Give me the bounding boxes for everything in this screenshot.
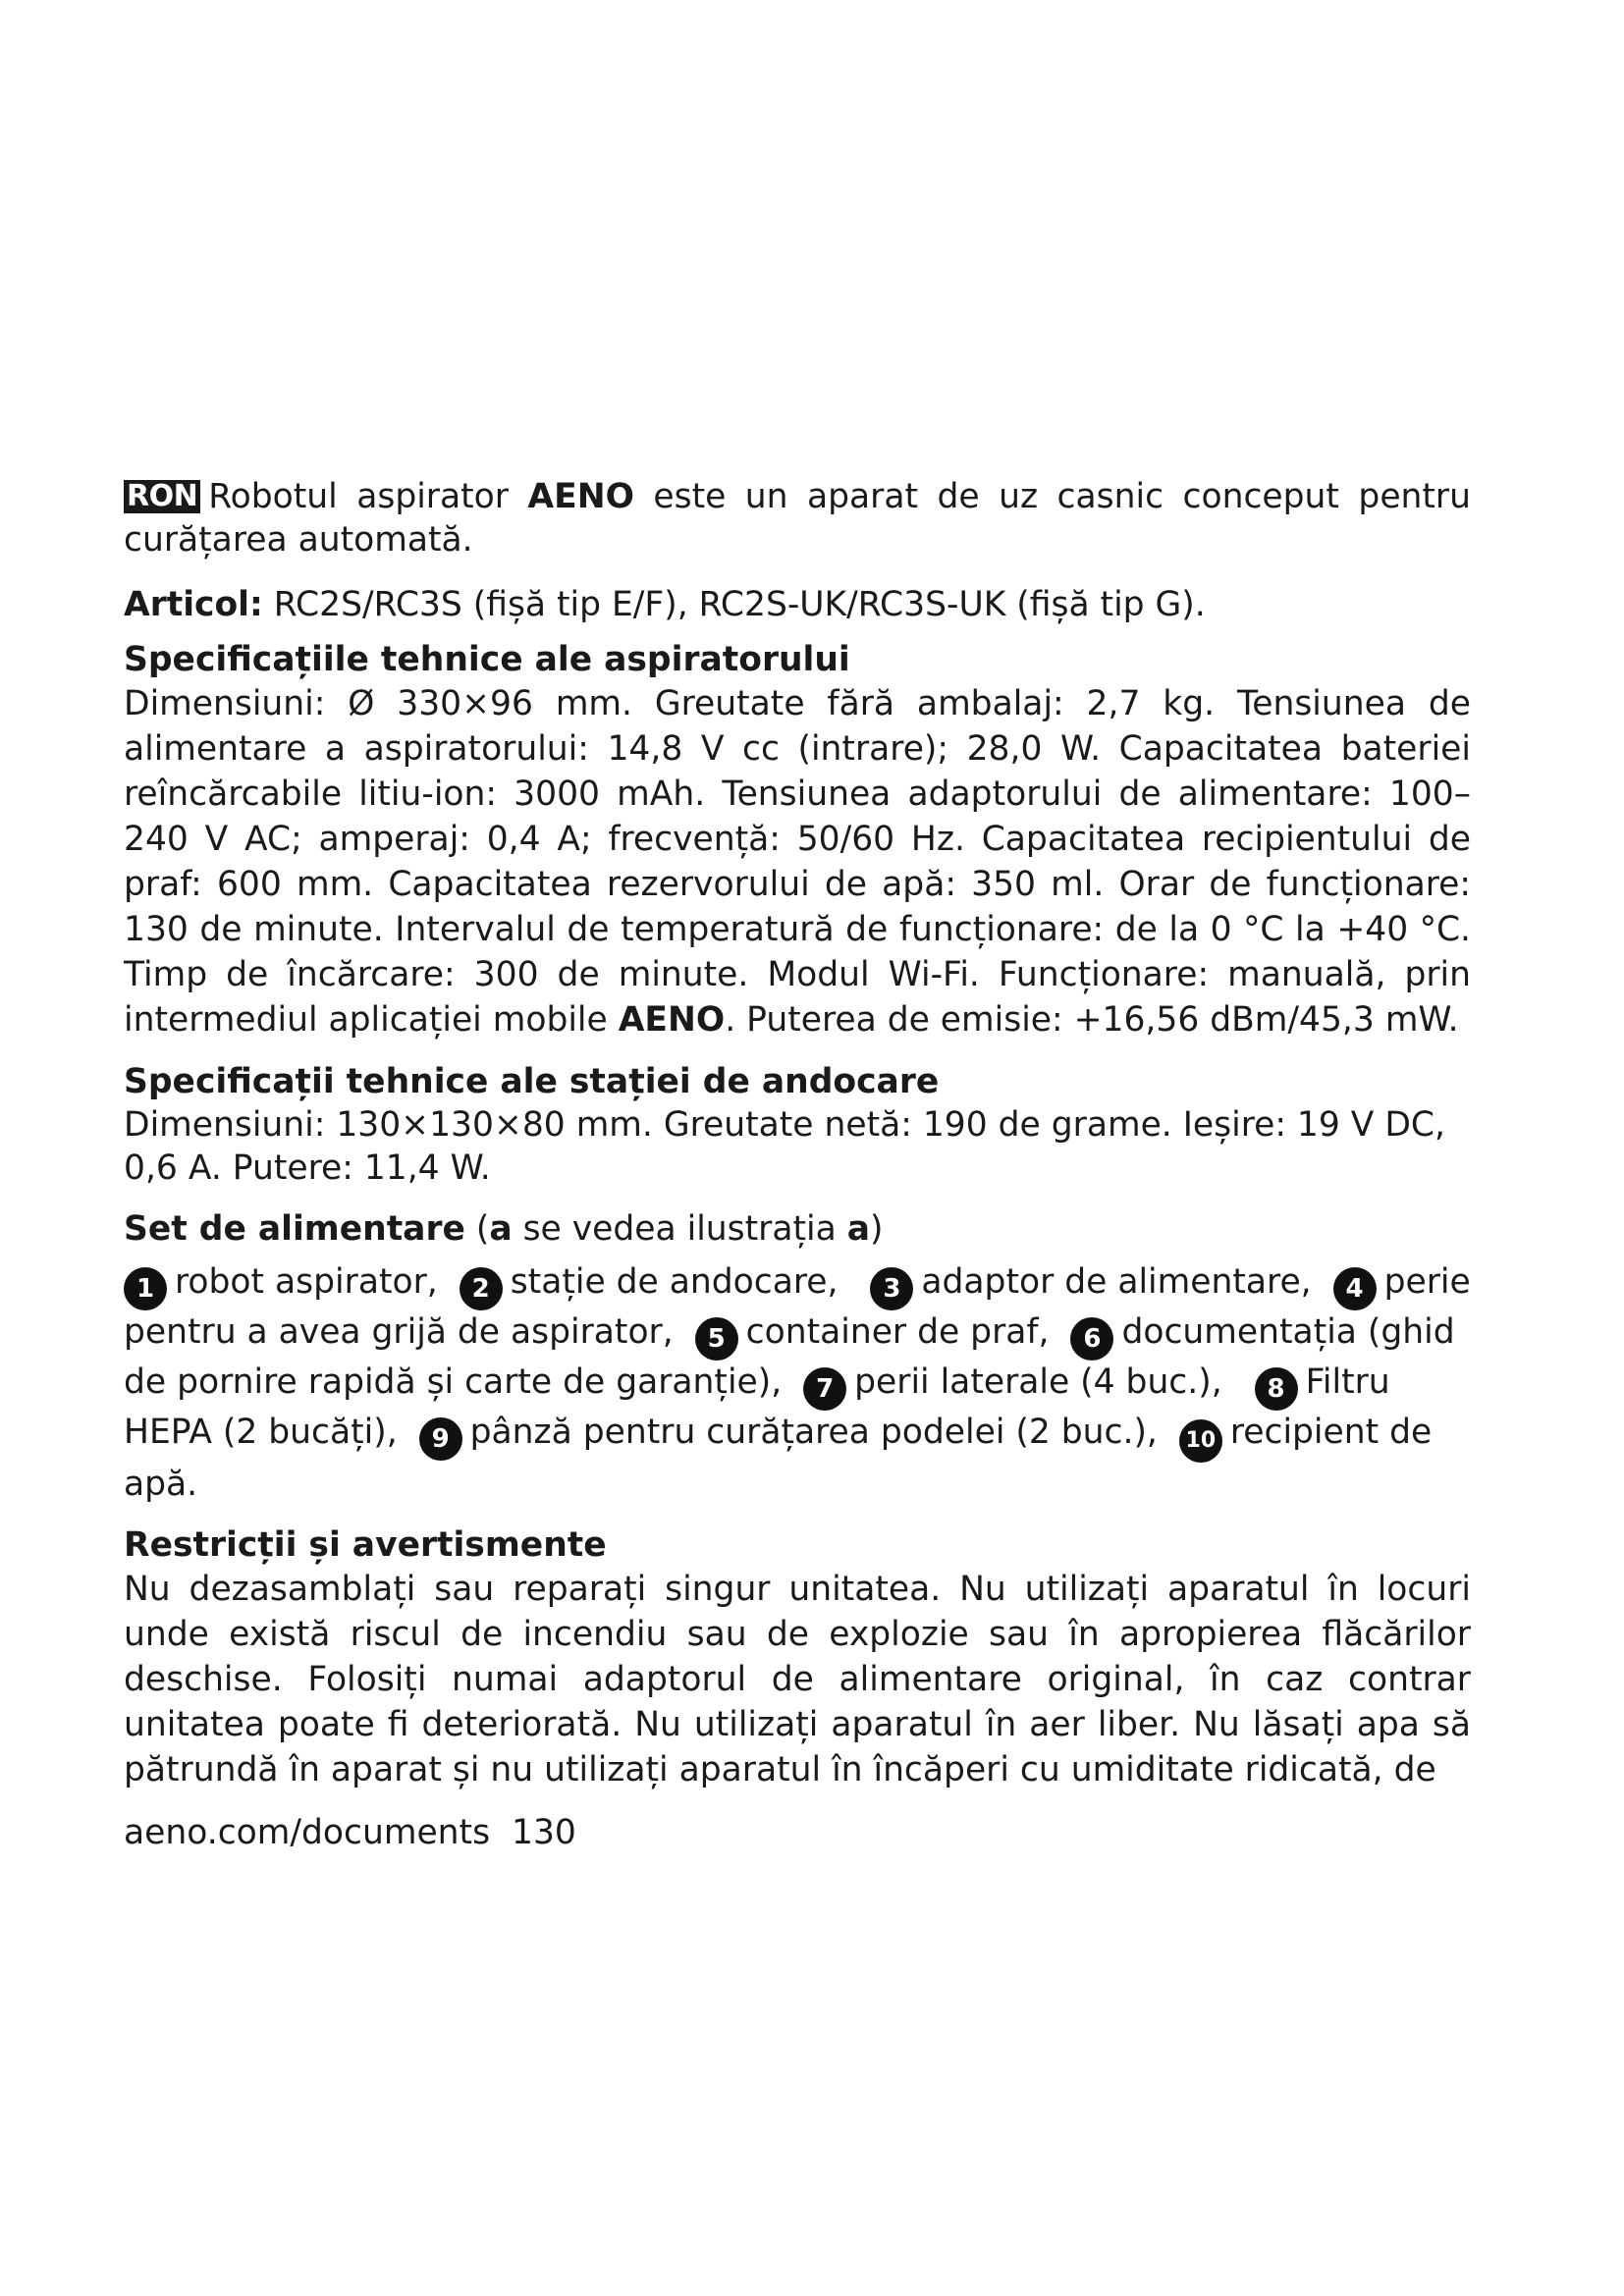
article-label: Articol: [124,585,263,624]
kit-item-6: documentația (ghid de pornire rapidă și carte de garanție), [124,1312,1455,1402]
kit-item-7: perii laterale (4 buc.), [854,1362,1222,1402]
kit-line-1 [124,1260,1471,1506]
number-8-icon: 8 [1255,1367,1298,1411]
number-6-icon: 6 [1070,1317,1113,1361]
number-7-icon: 7 [803,1367,846,1411]
number-1-icon: 1 [124,1267,167,1310]
intro-suffix: este un aparat de uz casnic conceput pentru curățarea automată. [124,477,1471,560]
article-line [124,583,1471,626]
intro-paragraph [124,475,1471,561]
kit-paren-close: ) [869,1209,884,1249]
vacuum-specs-text [124,681,1471,1042]
vacuum-specs-heading: Specificațiile tehnice ale aspiratorului [124,640,850,679]
kit-items [124,1260,1471,1506]
kit-item-9: pânză pentru curățarea podelei (2 buc.), [469,1413,1158,1452]
page-number: 130 [512,1813,576,1852]
article-value: RC2S/RC3S (fișă tip E/F), RC2S-UK/RC3S-UK (fișă tip G). [262,585,1206,624]
number-10-icon: 10 [1179,1419,1222,1463]
vacuum-specs-text-a: Dimensiuni: Ø 330×96 mm. Greutate fără ambalaj: 2,7 kg. Tensiunea de alimentare a aspiratorului: 14,8 V cc (intrare); 28,0 W. Capacitatea bateriei reîncărcabile litiu-ion: 3000 mAh. Tensiunea adaptorului de alimentare: 100–240 V AC; amperaj: 0,4 A; frecvență: 50/60 Hz. Capacitatea recipientului de praf: 600 mm. Capacitatea rezervorului de apă: 350 ml. Orar de funcționare: 130 de minute. Intervalul de temperatură de funcționare: de la 0 °C la +40 °C. Timp de încărcare: 300 de minute. Modul Wi-Fi. Funcționare: manuală, prin intermediul aplicației mobile [124,684,1471,1040]
language-tag: RON [124,480,200,513]
dock-specs-heading: Specificații tehnice ale stației de andocare [124,1062,940,1101]
kit-item-5: container de praf, [745,1312,1050,1352]
kit-heading-line [124,1207,1471,1251]
restrictions-heading: Restricții și avertismente [124,1525,607,1565]
kit-item-4: perie pentru a avea grijă de aspirator, [124,1262,1471,1352]
kit-paren-open: ( [464,1209,490,1249]
kit-item-8: Filtru HEPA (2 bucăți), [124,1362,1390,1452]
kit-item-10: recipient de apă. [124,1413,1433,1504]
kit-ref-a: a [489,1209,513,1249]
kit-heading: Set de alimentare [124,1209,465,1249]
kit-ref-a2: a [846,1209,870,1249]
kit-item-3: adaptor de alimentare, [921,1262,1312,1302]
document-body [124,475,1471,1792]
vacuum-specs-brand: AENO [618,1000,726,1040]
kit-item-2: stație de andocare, [510,1262,839,1302]
intro-brand: AENO [527,477,634,516]
footer-url: aeno.com/documents [124,1813,491,1852]
number-3-icon: 3 [870,1267,913,1310]
kit-ref-text: se vedea ilustrația [512,1209,847,1249]
dock-specs-text: Dimensiuni: 130×130×80 mm. Greutate netă: 190 de grame. Ieșire: 19 V DC, 0,6 A. Putere: 11,4 W. [124,1105,1445,1188]
number-9-icon: 9 [419,1417,462,1461]
intro-prefix: Robotul aspirator [208,477,528,516]
number-2-icon: 2 [460,1267,503,1310]
page-footer [124,1811,576,1854]
number-5-icon: 5 [695,1317,738,1361]
restrictions-text: Nu dezasamblați sau reparați singur unitatea. Nu utilizați aparatul în locuri unde există riscul de incendiu sau de explozie sau în apropierea flăcărilor deschise. Folosiți numai adaptorul de alimentare original, în caz contrar unitatea poate fi deteriorată. Nu utilizați aparatul în aer liber. Nu lăsați apa să pătrundă în aparat și nu utilizați aparatul în încăperi cu umiditate ridicată, de [124,1570,1471,1789]
number-4-icon: 4 [1333,1267,1377,1310]
kit-item-1: robot aspirator, [175,1262,438,1302]
vacuum-specs-text-b: . Puterea de emisie: +16,56 dBm/45,3 mW. [725,1000,1459,1040]
